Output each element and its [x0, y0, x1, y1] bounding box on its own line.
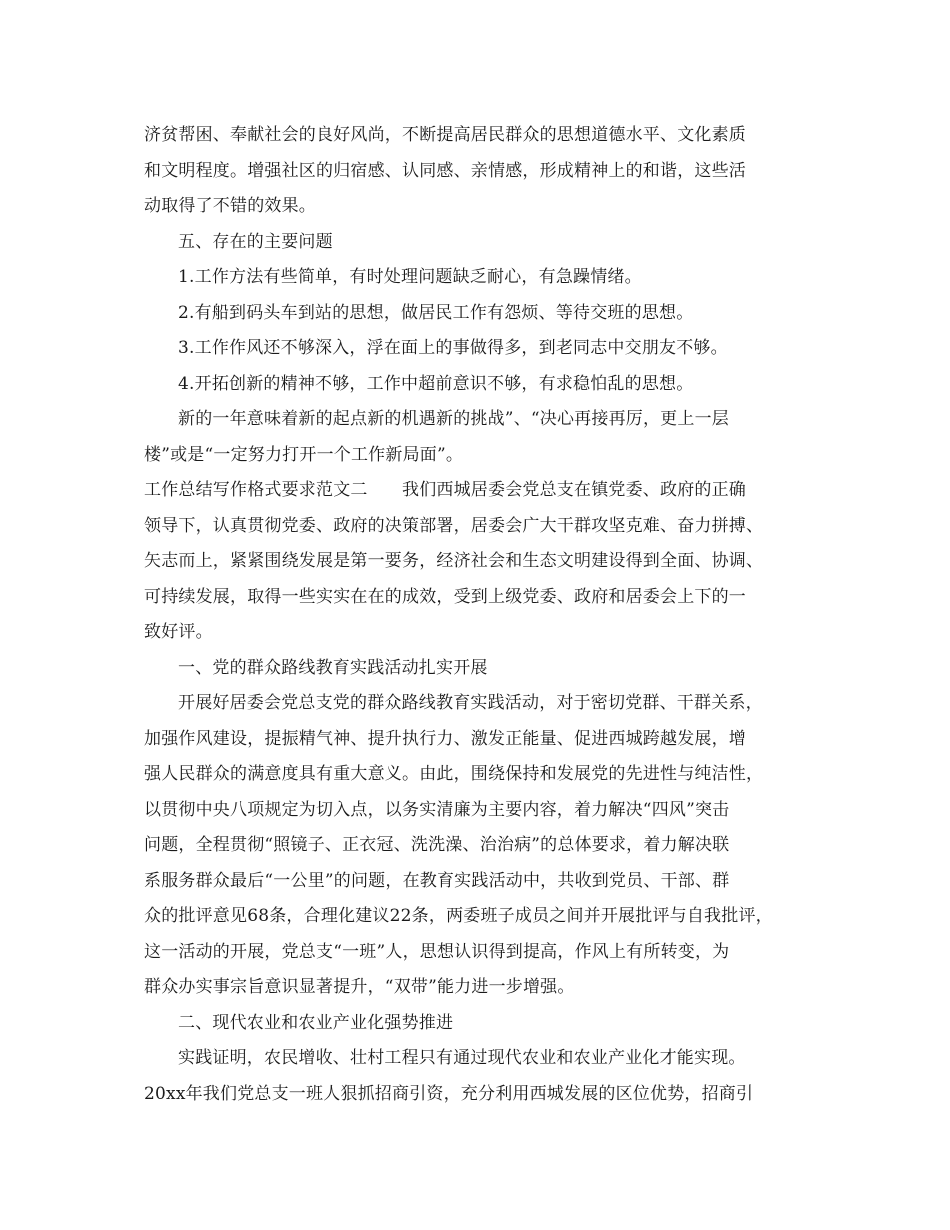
text-line: 新的一年意味着新的起点新的机遇新的挑战”、“决心再接再厉，更上一层 [178, 409, 729, 429]
text-line: 实践证明，农民增收、壮村工程只有通过现代农业和农业产业化才能实现。 [178, 1048, 746, 1068]
text-line: 工作总结写作格式要求范文二 我们西城居委会党总支在镇党委、政府的正确 [144, 480, 746, 500]
text-line: 加强作风建设，提振精气神、提升执行力、激发正能量、促进西城跨越发展，增 [144, 728, 746, 749]
text-line: 一、党的群众路线教育实践活动扎实开展 [178, 657, 488, 678]
text-line: 问题，全程贯彻“照镜子、正衣冠、洗洗澡、治治病”的总体要求，着力解决联 [144, 835, 730, 855]
text-line: 二、现代农业和农业产业化强势推进 [178, 1012, 454, 1033]
text-line: 众的批评意见68条，合理化建议22条，两委班子成员之间并开展批评与自我批评， [144, 906, 773, 926]
text-line: 济贫帮困、奉献社会的良好风尚，不断提高居民群众的思想道德水平、文化素质 [144, 125, 746, 145]
text-line: 开展好居委会党总支党的群众路线教育实践活动，对于密切党群、干群关系， [178, 693, 763, 713]
text-line: 楼”或是“一定努力打开一个工作新局面”。 [144, 444, 464, 465]
text-line: 可持续发展，取得一些实实在在的成效，受到上级党委、政府和居委会上下的一 [144, 586, 746, 607]
text-line: 致好评。 [144, 622, 213, 642]
text-line: 2.有船到码头车到站的思想，做居民工作有怨烦、等待交班的思想。 [178, 302, 694, 323]
text-line: 和文明程度。增强社区的归宿感、认同感、亲情感，形成精神上的和谐，这些活 [144, 160, 746, 181]
text-line: 领导下，认真贯彻党委、政府的决策部署，居委会广大干群攻坚克难、奋力拼搏、 [144, 515, 764, 536]
text-line: 以贯彻中央八项规定为切入点，以务实清廉为主要内容，着力解决“四风”突击 [144, 799, 730, 820]
text-line: 动取得了不错的效果。 [144, 196, 316, 216]
text-line: 1.工作方法有些简单，有时处理问题缺乏耐心，有急躁情绪。 [178, 267, 642, 287]
text-line: 这一活动的开展，党总支“一班”人，思想认识得到提高，作风上有所转变，为 [144, 941, 730, 962]
text-line: 矢志而上，紧紧围绕发展是第一要务，经济社会和生态文明建设得到全面、协调、 [144, 551, 764, 571]
text-line: 群众办实事宗旨意识显著提升，“双带”能力进一步增强。 [144, 977, 575, 997]
text-line: 4.开拓创新的精神不够，工作中超前意识不够，有求稳怕乱的思想。 [178, 373, 694, 394]
text-line: 3.工作作风还不够深入，浮在面上的事做得多，到老同志中交朋友不够。 [178, 338, 728, 358]
text-line: 20xx年我们党总支一班人狠抓招商引资，充分利用西城发展的区位优势，招商引 [144, 1083, 754, 1104]
text-line: 强人民群众的满意度具有重大意义。由此，围绕保持和发展党的先进性与纯洁性， [144, 764, 764, 784]
text-line: 系服务群众最后“一公里”的问题，在教育实践活动中，共收到党员、干部、群 [144, 870, 730, 891]
text-line: 五、存在的主要问题 [178, 231, 333, 252]
document-body [144, 118, 824, 1112]
